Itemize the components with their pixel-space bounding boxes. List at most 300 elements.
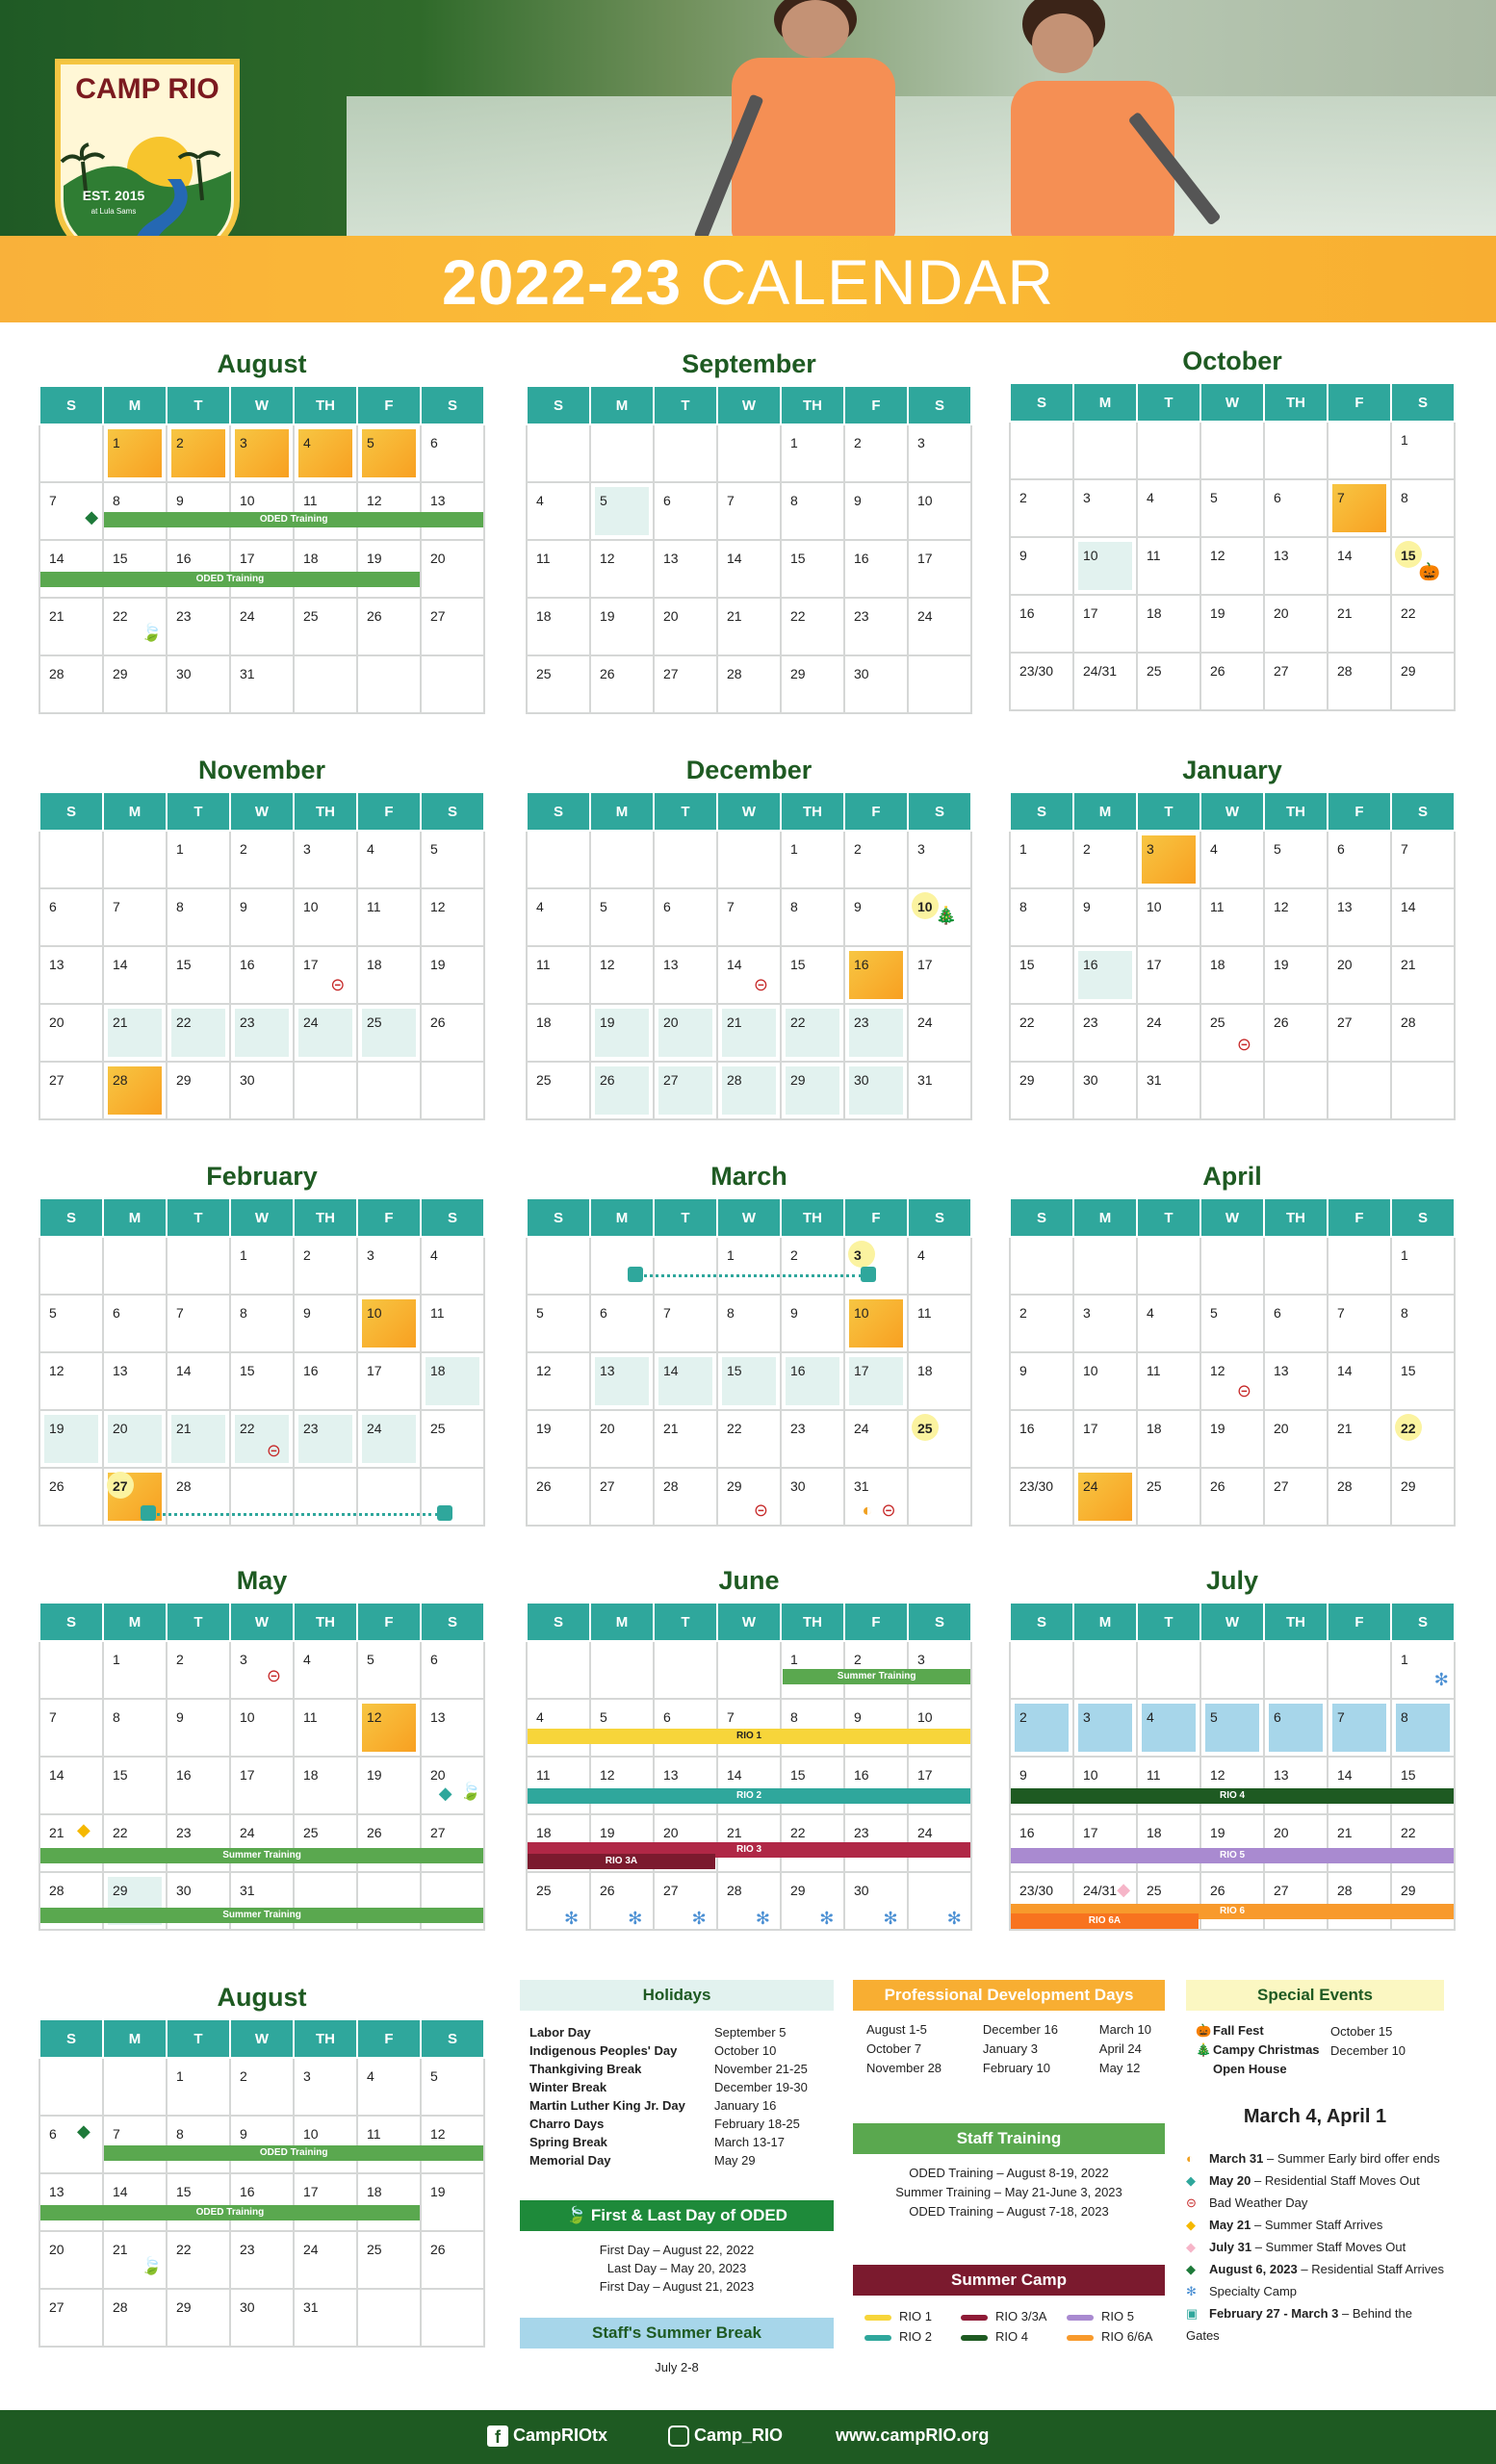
day-cell (294, 1237, 357, 1295)
day-cell (1264, 1872, 1328, 1930)
day-cell (294, 946, 357, 1004)
day-number: 10 (917, 1709, 933, 1725)
day-number: 20 (1274, 605, 1289, 621)
day-number: 4 (367, 841, 374, 857)
weekday-header: TH (294, 1198, 357, 1237)
facebook-link[interactable] (487, 2426, 607, 2447)
day-number: 3 (1083, 1709, 1091, 1725)
weekday-header: S (1391, 383, 1455, 422)
day-cell (1200, 1410, 1264, 1468)
day-number: 8 (113, 1709, 120, 1725)
day-number: 25 (536, 1883, 552, 1898)
day-number: 26 (536, 1478, 552, 1494)
day-number: 19 (367, 551, 382, 566)
month-title: November (197, 756, 326, 784)
day-number: 7 (1337, 1305, 1345, 1321)
day-cell (230, 1295, 294, 1352)
day-cell (908, 1699, 971, 1757)
weekday-header: T (1137, 1603, 1200, 1641)
day-cell (39, 2231, 103, 2289)
day-cell (103, 1468, 167, 1526)
key-item (1186, 2147, 1444, 2169)
day-number: 22 (790, 1014, 806, 1030)
day-number: 9 (1019, 1363, 1027, 1378)
day-number: 19 (430, 957, 446, 972)
day-number: 14 (1337, 1767, 1353, 1783)
weekday-header: F (357, 1198, 421, 1237)
day-number: 17 (1083, 605, 1098, 621)
day-cell (421, 2289, 484, 2347)
day-number: 29 (113, 1883, 128, 1898)
day-cell (654, 1352, 717, 1410)
day-cell (1010, 537, 1073, 595)
day-number: 24/31 (1083, 663, 1118, 679)
day-cell (1264, 831, 1328, 888)
summer-break-title: Staff's Summer Break (520, 2318, 834, 2348)
early-bird-icon: ◐ (1186, 2151, 1194, 2166)
weekday-header: S (421, 1198, 484, 1237)
day-number: 18 (430, 1363, 446, 1378)
month-november (39, 751, 485, 1120)
day-number: 20 (663, 1825, 679, 1840)
weekday-header: W (230, 1198, 294, 1237)
key-date: March 31 (1209, 2151, 1264, 2166)
day-number: 19 (1210, 1825, 1225, 1840)
day-number: 24 (854, 1421, 869, 1436)
summer-break-dates: July 2-8 (655, 2360, 699, 2374)
instagram-link[interactable] (668, 2426, 783, 2447)
day-number: 5 (1210, 1305, 1218, 1321)
day-number: 8 (240, 1305, 247, 1321)
day-number: 30 (176, 1883, 192, 1898)
day-cell (590, 482, 654, 540)
day-number: 15 (240, 1363, 255, 1378)
day-number: 11 (430, 1305, 445, 1321)
day-cell (1328, 1468, 1391, 1526)
day-number: 29 (176, 1072, 192, 1088)
day-cell (421, 2231, 484, 2289)
day-cell (908, 1468, 971, 1526)
day-cell (103, 1641, 167, 1699)
day-number: 26 (49, 1478, 64, 1494)
day-cell (717, 482, 781, 540)
day-number: 24 (240, 608, 255, 624)
pd-day: October 7 (866, 2041, 922, 2056)
day-cell (230, 1468, 294, 1526)
day-cell (844, 482, 908, 540)
day-cell (1137, 479, 1200, 537)
day-number: 5 (1210, 490, 1218, 505)
weekday-header: W (1200, 792, 1264, 831)
weekday-header: M (1073, 1603, 1137, 1641)
logo-name: CAMP RIO (75, 73, 219, 105)
day-number: 4 (1147, 490, 1154, 505)
weekday-header: M (103, 386, 167, 424)
day-number: 26 (430, 2242, 446, 2257)
day-cell (1264, 1814, 1328, 1872)
day-cell (1137, 1237, 1200, 1295)
day-number: 3 (303, 2068, 311, 2084)
day-number: 23 (854, 1014, 869, 1030)
key-date: May 21 (1209, 2218, 1251, 2232)
day-cell (1264, 1295, 1328, 1352)
day-cell (1200, 1352, 1264, 1410)
month-title: February (206, 1162, 318, 1191)
day-number: 23/30 (1019, 1883, 1054, 1898)
month-title: June (718, 1566, 780, 1595)
day-cell (1073, 831, 1137, 888)
weekday-header: F (844, 1198, 908, 1237)
day-cell (654, 1757, 717, 1814)
weekday-header: M (103, 1198, 167, 1237)
day-cell (1200, 422, 1264, 479)
day-cell (654, 946, 717, 1004)
weekday-header: S (527, 792, 590, 831)
day-number: 12 (1210, 1767, 1225, 1783)
day-number: 2 (176, 1652, 184, 1667)
day-number: 15 (790, 551, 806, 566)
day-cell (1200, 946, 1264, 1004)
day-cell (654, 482, 717, 540)
day-cell (39, 1410, 103, 1468)
day-number: 24 (917, 608, 933, 624)
day-number: 13 (1274, 1767, 1289, 1783)
month-january (1009, 751, 1456, 1120)
day-cell (294, 831, 357, 888)
title-word: CALENDAR (700, 246, 1054, 318)
day-cell (421, 655, 484, 713)
first-last-title (520, 2200, 834, 2231)
day-number: 15 (1401, 1363, 1416, 1378)
day-cell (590, 424, 654, 482)
weekday-header: S (908, 386, 971, 424)
day-number: 3 (303, 841, 311, 857)
weekday-header: M (1073, 383, 1137, 422)
day-number: 1 (790, 1652, 798, 1667)
day-cell (590, 1641, 654, 1699)
day-cell (1264, 1468, 1328, 1526)
day-cell (654, 1004, 717, 1062)
day-number: 31 (303, 2299, 319, 2315)
weekday-header: T (654, 386, 717, 424)
day-number: 26 (430, 1014, 446, 1030)
day-cell (39, 1468, 103, 1526)
day-number: 11 (303, 493, 318, 508)
key-text: Specialty Camp (1209, 2284, 1298, 2298)
teal-diamond-icon: ◆ (1186, 2173, 1196, 2188)
day-cell (527, 1872, 590, 1930)
weekday-header: TH (781, 1603, 844, 1641)
special-events-panel (1186, 1980, 1444, 2347)
gate-icon (628, 1267, 643, 1282)
day-number: 26 (1274, 1014, 1289, 1030)
day-cell (590, 1004, 654, 1062)
key-date: August 6, 2023 (1209, 2262, 1298, 2276)
day-number: 30 (790, 1478, 806, 1494)
day-cell (654, 598, 717, 655)
day-cell (103, 831, 167, 888)
day-number: 29 (1401, 663, 1416, 679)
day-cell (717, 424, 781, 482)
day-cell (1137, 1699, 1200, 1757)
day-number: 10 (303, 899, 319, 914)
day-number: 6 (1274, 1305, 1281, 1321)
day-number: 19 (600, 1825, 615, 1840)
day-cell (421, 1699, 484, 1757)
day-number: 12 (536, 1363, 552, 1378)
day-cell (781, 888, 844, 946)
day-number: 28 (1337, 663, 1353, 679)
day-number: 30 (240, 2299, 255, 2315)
weekday-header: T (654, 1198, 717, 1237)
day-cell (1137, 1814, 1200, 1872)
day-number: 27 (600, 1478, 615, 1494)
day-cell (357, 1237, 421, 1295)
weekday-header: T (167, 386, 230, 424)
day-cell (908, 1004, 971, 1062)
day-number: 17 (917, 1767, 933, 1783)
day-cell (167, 2289, 230, 2347)
day-number: 11 (303, 1709, 318, 1725)
day-number: 5 (600, 899, 607, 914)
weekday-header: W (1200, 1603, 1264, 1641)
day-number: 18 (367, 957, 382, 972)
day-cell (230, 1410, 294, 1468)
day-cell (421, 1468, 484, 1526)
day-cell (1137, 595, 1200, 653)
child-paddler-right (982, 0, 1232, 241)
day-cell (781, 946, 844, 1004)
day-cell (1137, 653, 1200, 710)
day-cell (230, 1352, 294, 1410)
snowflake-icon: ✻ (755, 1909, 770, 1928)
day-number: 27 (663, 1072, 679, 1088)
first-day-2022: First Day – August 22, 2022 (599, 2243, 755, 2257)
day-cell (1137, 1641, 1200, 1699)
bar-rio5: RIO 5 (1011, 1848, 1454, 1863)
day-number: 7 (727, 493, 735, 508)
day-number: 28 (727, 1072, 742, 1088)
day-number: 18 (1210, 957, 1225, 972)
day-number: 16 (854, 957, 869, 972)
weekday-header: S (908, 1603, 971, 1641)
day-number: 18 (1147, 1825, 1162, 1840)
day-number: 15 (1401, 1767, 1416, 1783)
teal-diamond-icon: ◆ (438, 1784, 452, 1803)
day-cell (1010, 1295, 1073, 1352)
day-cell (1200, 831, 1264, 888)
day-cell (357, 424, 421, 482)
day-number: 2 (240, 841, 247, 857)
month-grid (526, 791, 972, 1120)
day-cell (844, 831, 908, 888)
title-year: 2022-23 (442, 246, 683, 318)
month-august-2023 (39, 1978, 485, 2348)
weekday-header: TH (1264, 1198, 1328, 1237)
event-date: October 15 (1330, 2023, 1393, 2039)
day-cell (717, 1237, 781, 1295)
day-cell (844, 1872, 908, 1930)
day-number: 20 (600, 1421, 615, 1436)
day-number: 18 (1147, 605, 1162, 621)
day-cell (103, 1352, 167, 1410)
weekday-header: W (230, 386, 294, 424)
day-cell (167, 831, 230, 888)
holidays-panel (520, 1980, 834, 2170)
day-cell (230, 831, 294, 888)
day-number: 8 (727, 1305, 735, 1321)
day-number: 12 (430, 899, 446, 914)
day-cell (654, 1410, 717, 1468)
day-cell (1328, 1872, 1391, 1930)
snowflake-icon: ✻ (946, 1909, 962, 1928)
day-cell (1328, 595, 1391, 653)
day-cell (717, 888, 781, 946)
day-cell (1391, 1004, 1455, 1062)
event-name-cell (1192, 2061, 1325, 2077)
day-number: 17 (240, 551, 255, 566)
day-cell (527, 1699, 590, 1757)
summer-camp-items (853, 2309, 1165, 2344)
day-number: 5 (600, 493, 607, 508)
day-cell (294, 1814, 357, 1872)
weekday-header: F (1328, 1198, 1391, 1237)
day-cell (294, 482, 357, 540)
camp-legend-item (1067, 2309, 1163, 2323)
day-number: 30 (176, 666, 192, 681)
key-item (1186, 2258, 1444, 2280)
weekday-header: F (357, 386, 421, 424)
day-cell (167, 1237, 230, 1295)
day-cell (39, 1699, 103, 1757)
day-cell (167, 2231, 230, 2289)
day-cell (654, 655, 717, 713)
special-events-title: Special Events (1186, 1980, 1444, 2011)
bar-rio6a: RIO 6A (1011, 1913, 1199, 1929)
day-cell (781, 1410, 844, 1468)
day-number: 19 (1210, 605, 1225, 621)
day-cell (1137, 1410, 1200, 1468)
pd-day: February 10 (982, 2061, 1050, 2075)
month-title: August (217, 349, 307, 378)
facebook-handle: CampRIOtx (513, 2426, 608, 2445)
day-cell (230, 655, 294, 713)
weekday-header: F (1328, 383, 1391, 422)
day-cell (421, 1295, 484, 1352)
day-cell (39, 2116, 103, 2173)
bad-weather-icon: ⊝ (1186, 2195, 1197, 2210)
day-number: 11 (367, 2126, 381, 2142)
day-cell (527, 946, 590, 1004)
day-cell (781, 1237, 844, 1295)
day-cell (1010, 1641, 1073, 1699)
day-number: 27 (430, 608, 446, 624)
day-cell (527, 424, 590, 482)
day-cell (1391, 888, 1455, 946)
day-number: 29 (790, 1072, 806, 1088)
day-number: 2 (303, 1247, 311, 1263)
holiday-row (526, 2024, 812, 2040)
day-number: 2 (854, 1652, 862, 1667)
day-cell (1073, 422, 1137, 479)
day-number: 6 (663, 1709, 671, 1725)
day-number: 9 (176, 493, 184, 508)
day-cell (294, 1757, 357, 1814)
day-cell (1264, 1757, 1328, 1814)
day-number: 15 (1019, 957, 1035, 972)
month-grid (526, 1197, 972, 1527)
day-number: 20 (1337, 957, 1353, 972)
key-item (1186, 2236, 1444, 2258)
day-number: 28 (1401, 1014, 1416, 1030)
day-cell (1073, 1004, 1137, 1062)
day-number: 15 (176, 2184, 192, 2199)
leaf-icon: 🍃 (141, 2256, 163, 2275)
day-cell (781, 1468, 844, 1526)
day-number: 17 (303, 2184, 319, 2199)
day-number: 10 (1083, 1363, 1098, 1378)
day-cell (357, 1814, 421, 1872)
month-title: January (1182, 756, 1282, 784)
day-cell (103, 482, 167, 540)
day-number: 4 (303, 435, 311, 450)
weekday-header: M (1073, 1198, 1137, 1237)
camp-label: RIO 5 (1101, 2309, 1134, 2323)
day-cell (39, 2289, 103, 2347)
day-number: 26 (1210, 1883, 1225, 1898)
day-cell (1264, 653, 1328, 710)
day-cell (357, 2058, 421, 2116)
day-number: 7 (113, 899, 120, 914)
day-cell (527, 598, 590, 655)
key-list (1186, 2147, 1444, 2347)
bad-weather-icon: ⊝ (266, 1666, 281, 1685)
day-number: 22 (176, 2242, 192, 2257)
pink-diamond-icon: ◆ (1117, 1880, 1131, 1899)
day-number: 16 (1019, 1421, 1035, 1436)
day-number: 27 (49, 1072, 64, 1088)
pd-day: December 16 (982, 2022, 1058, 2037)
early-bird-icon: ◐ (862, 1501, 873, 1520)
holiday-date: January 16 (714, 2098, 777, 2113)
day-cell (590, 946, 654, 1004)
day-number: 28 (49, 1883, 64, 1898)
day-cell (844, 1004, 908, 1062)
bad-weather-icon: ⊝ (266, 1441, 281, 1460)
day-number: 11 (1147, 1363, 1161, 1378)
day-cell (654, 1872, 717, 1930)
day-cell (357, 831, 421, 888)
day-number: 21 (727, 1825, 742, 1840)
day-cell (230, 424, 294, 482)
day-cell (844, 946, 908, 1004)
day-number: 23 (854, 1825, 869, 1840)
day-number: 21 (176, 1421, 192, 1436)
month-grid (1009, 1602, 1456, 1931)
day-cell (357, 1410, 421, 1468)
day-cell (1328, 537, 1391, 595)
weekday-header: TH (294, 386, 357, 424)
day-number: 25 (1147, 663, 1162, 679)
day-cell (527, 540, 590, 598)
behind-the-gates-line (632, 1274, 862, 1277)
day-cell (357, 540, 421, 598)
month-title: December (685, 756, 812, 784)
month-title: August (217, 1983, 307, 2012)
day-cell (1264, 1237, 1328, 1295)
pd-day: April 24 (1098, 2041, 1142, 2056)
website-link[interactable]: www.campRIO.org (836, 2426, 990, 2445)
